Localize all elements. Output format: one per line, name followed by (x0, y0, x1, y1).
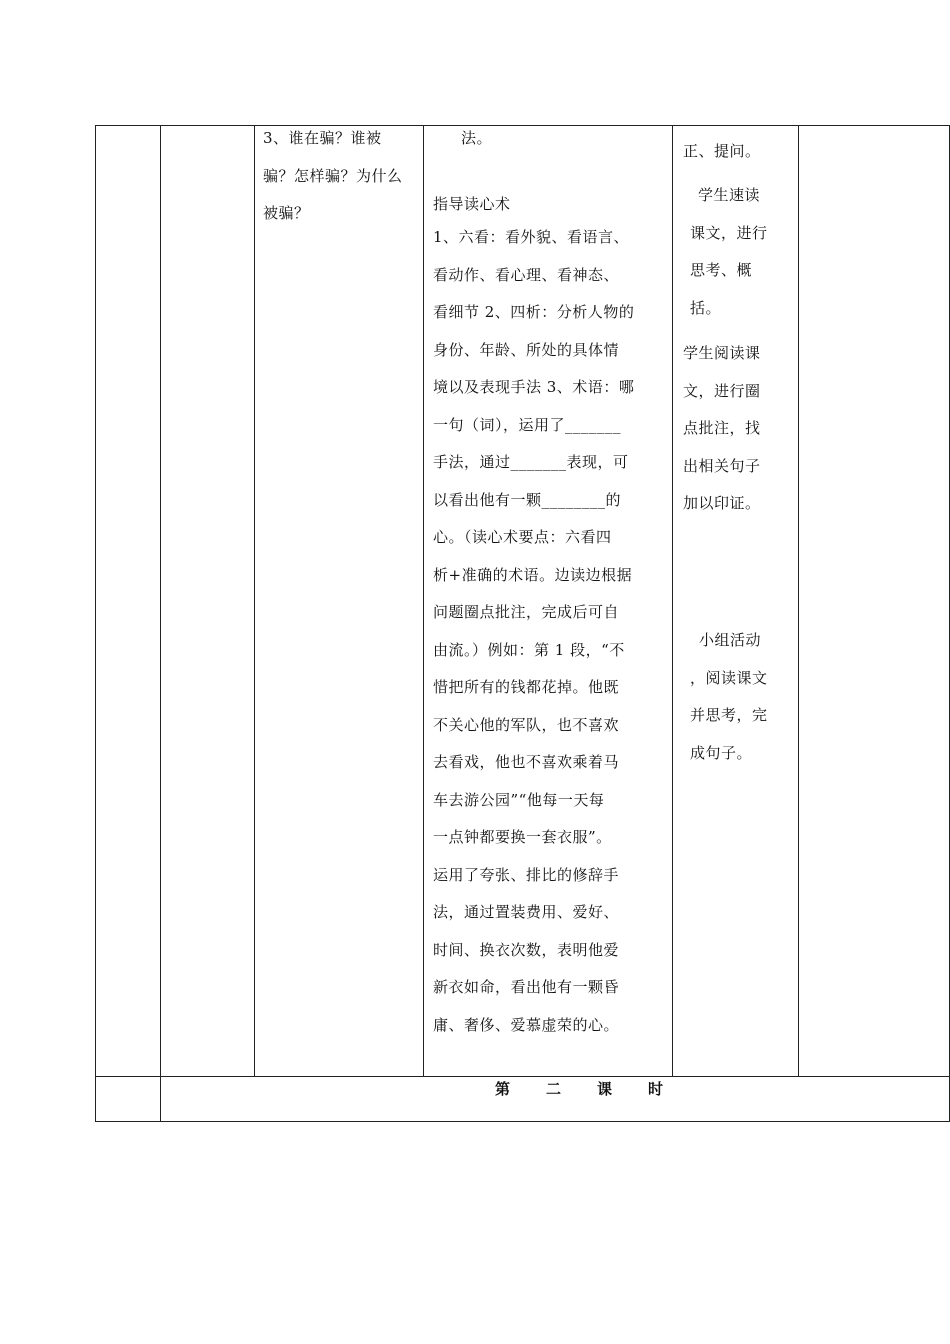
guidance-cell (433, 219, 669, 1044)
guidance-line: 问题圈点批注，完成后可自 (433, 603, 620, 621)
guidance-line: 车去游公园”“他每一天每 (433, 790, 605, 809)
question-line: 3、谁在骗？谁被 (263, 129, 382, 147)
activity-line: 点批注，找 (683, 419, 761, 437)
guidance-top-line: 法。 (461, 129, 493, 147)
guidance-line: 析+准确的术语。边读边根据 (433, 565, 633, 584)
guidance-line: 不关心他的军队，也不喜欢 (433, 715, 620, 734)
question-cell (263, 120, 421, 233)
activity-line: 学生阅读课 (683, 344, 761, 362)
section-title-char: 二 (546, 1080, 562, 1098)
activity-line: 思考、概 (690, 261, 753, 279)
guidance-line: 由流。）例如：第 1 段，“不 (433, 640, 625, 659)
table-left-border (95, 125, 96, 1122)
guidance-line: 看细节 2、四析：分析人物的 (433, 303, 635, 321)
guidance-line: 惜把所有的钱都花掉。他既 (433, 678, 620, 696)
activity-line: 课文，进行 (690, 223, 768, 242)
activity-line: 加以印证。 (683, 494, 761, 512)
activity-line: 学生速读 (698, 186, 761, 204)
guidance-line: 境以及表现手法 3、术语：哪 (433, 378, 635, 396)
activity-line: 小组活动 (699, 631, 762, 649)
guidance-heading: 指导读心术 (433, 195, 511, 213)
guidance-line: 手法，通过_______表现，可 (433, 453, 629, 471)
section-title (160, 1076, 949, 1122)
activity-group-discussion (690, 622, 796, 772)
guidance-line: 去看戏，他也不喜欢乘着马 (433, 753, 620, 771)
column-divider (798, 125, 799, 1077)
activity-group-reading (690, 177, 796, 327)
activity-line: ，阅读课文 (690, 668, 768, 687)
activity-line: 括。 (690, 298, 722, 317)
column-divider (672, 125, 673, 1077)
section-title-char: 课 (597, 1080, 613, 1098)
activity-line: 成句子。 (690, 743, 753, 762)
guidance-line: 身份、年龄、所处的具体情 (433, 340, 620, 359)
question-line: 骗？怎样骗？为什么 (263, 166, 403, 185)
guidance-line: 庸、奢侈、爱慕虚荣的心。 (433, 1015, 620, 1034)
activity-line: 出相关句子 (683, 456, 761, 475)
guidance-line: 时间、换衣次数，表明他爱 (433, 940, 620, 959)
guidance-line: 新衣如命，看出他有一颗昏 (433, 978, 620, 996)
guidance-line: 以看出他有一颗________的 (433, 490, 622, 509)
activity-group-annotate (683, 335, 796, 523)
guidance-line: 看动作、看心理、看神态、 (433, 265, 620, 284)
column-divider (423, 125, 424, 1077)
guidance-line: 一句（词），运用了_______ (433, 415, 622, 434)
activity-top-line: 正、提问。 (683, 142, 761, 160)
section-title-char: 时 (648, 1080, 664, 1098)
column-divider (160, 125, 161, 1122)
section-title-char: 第 (495, 1080, 511, 1098)
question-line: 被骗？ (263, 204, 310, 222)
guidance-line: 心。（读心术要点：六看四 (433, 528, 612, 546)
guidance-line: 一点钟都要换一套衣服”。 (433, 828, 612, 846)
guidance-line: 1、六看：看外貌、看语言、 (433, 228, 630, 246)
column-divider (254, 125, 255, 1077)
activity-line: 并思考，完 (690, 706, 768, 724)
guidance-line: 运用了夸张、排比的修辞手 (433, 865, 620, 884)
guidance-line: 法，通过置装费用、爱好、 (433, 903, 620, 921)
table-top-border (95, 125, 950, 126)
activity-line: 文，进行圈 (683, 381, 761, 400)
